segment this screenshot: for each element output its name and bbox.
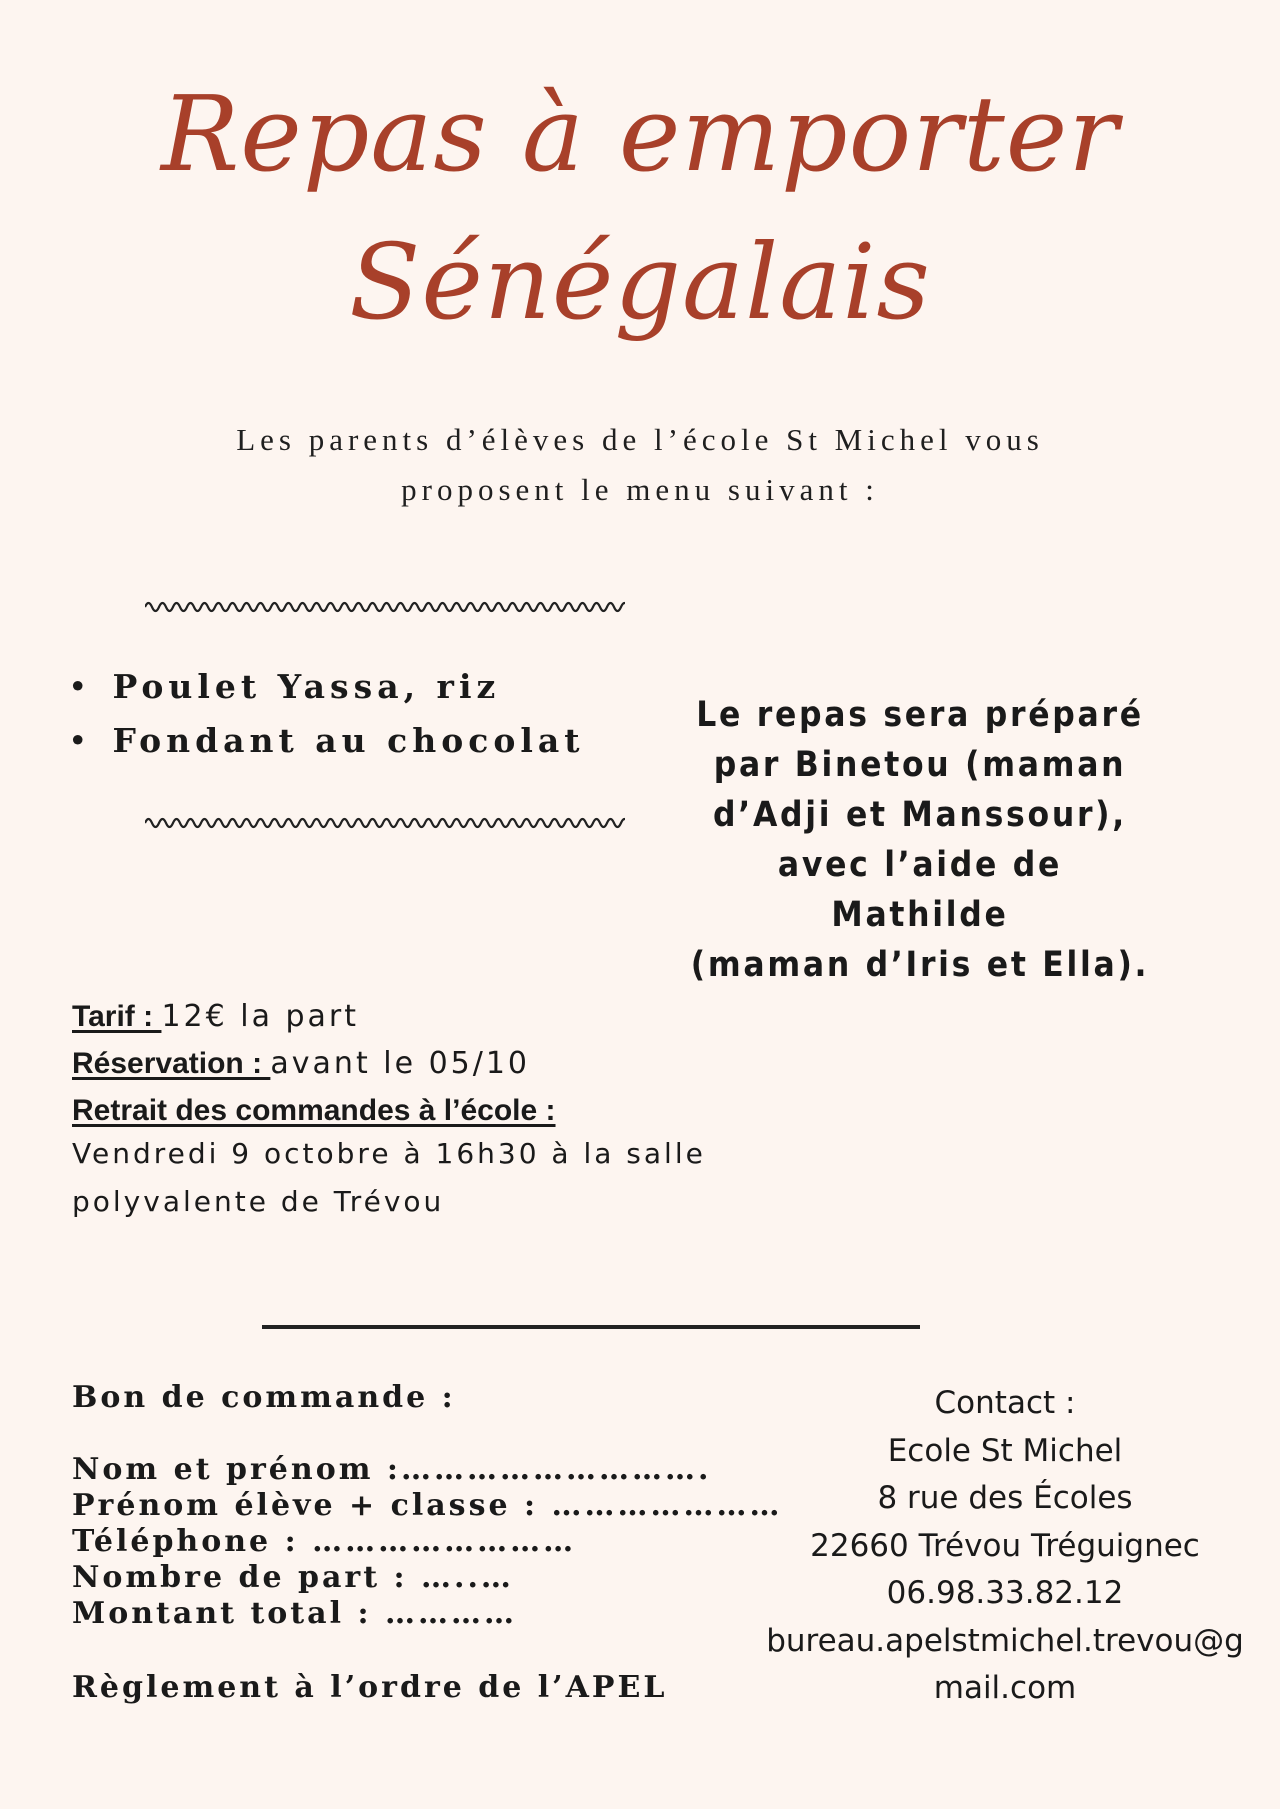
pickup-line-1: Vendredi 9 octobre à 16h30 à la salle	[72, 1137, 706, 1170]
intro-line-1: Les parents d’élèves de l’école St Michel vous	[236, 422, 1044, 457]
intro-line-2: proposent le menu suivant :	[401, 472, 879, 507]
order-field: Téléphone : ……………………	[72, 1524, 577, 1559]
pickup-details	[72, 1130, 792, 1226]
title-line-1: Repas à emporter	[160, 73, 1120, 195]
reservation-row	[72, 1041, 530, 1087]
payment-note: Règlement à l’ordre de l’APEL	[72, 1670, 668, 1705]
separator-line	[262, 1325, 920, 1329]
contact-phone: 06.98.33.82.12	[886, 1575, 1124, 1611]
chef-note-line: d’Adji et Manssour),	[713, 795, 1127, 835]
menu-item: • Fondant au chocolat	[68, 714, 585, 768]
tarif-row	[72, 994, 359, 1040]
pickup-row	[72, 1088, 556, 1134]
order-field: Montant total : …………	[72, 1596, 517, 1631]
chef-note-line: (maman d’Iris et Ella).	[690, 945, 1150, 985]
contact-street: 8 rue des Écoles	[877, 1480, 1133, 1516]
contact-city: 22660 Trévou Tréguignec	[810, 1527, 1200, 1564]
chef-note-line: Le repas sera préparé	[696, 695, 1144, 735]
contact-block	[755, 1380, 1255, 1713]
title-line-2: Sénégalais	[349, 221, 931, 343]
tarif-value: 12€ la part	[161, 999, 360, 1034]
contact-school: Ecole St Michel	[887, 1432, 1123, 1469]
order-field: Nom et prénom :……………………….	[72, 1452, 712, 1487]
order-form-fields	[72, 1452, 783, 1632]
reservation-label: Réservation :	[72, 1047, 271, 1080]
reservation-value: avant le 05/10	[270, 1046, 531, 1081]
menu-item: • Poulet Yassa, riz	[68, 660, 585, 714]
intro-text	[0, 415, 1280, 515]
order-field: Prénom élève + classe : …………………	[72, 1488, 783, 1523]
chef-note	[686, 690, 1154, 990]
contact-email: bureau.apelstmichel.trevou@gmail.com	[766, 1622, 1244, 1706]
chef-note-line: par Binetou (maman	[713, 745, 1127, 785]
wave-divider-top	[145, 596, 625, 618]
chef-note-line: avec l’aide de Mathilde	[777, 845, 1063, 935]
order-field: Nombre de part : …..…	[72, 1560, 514, 1595]
pickup-label: Retrait des commandes à l’école :	[72, 1094, 556, 1127]
order-form-title: Bon de commande :	[72, 1380, 456, 1415]
contact-title: Contact :	[934, 1385, 1076, 1421]
tarif-label: Tarif :	[72, 1000, 162, 1033]
wave-divider-bottom	[145, 812, 625, 834]
page-title	[0, 60, 1280, 356]
pickup-line-2: polyvalente de Trévou	[72, 1185, 445, 1218]
menu-list	[68, 660, 585, 768]
